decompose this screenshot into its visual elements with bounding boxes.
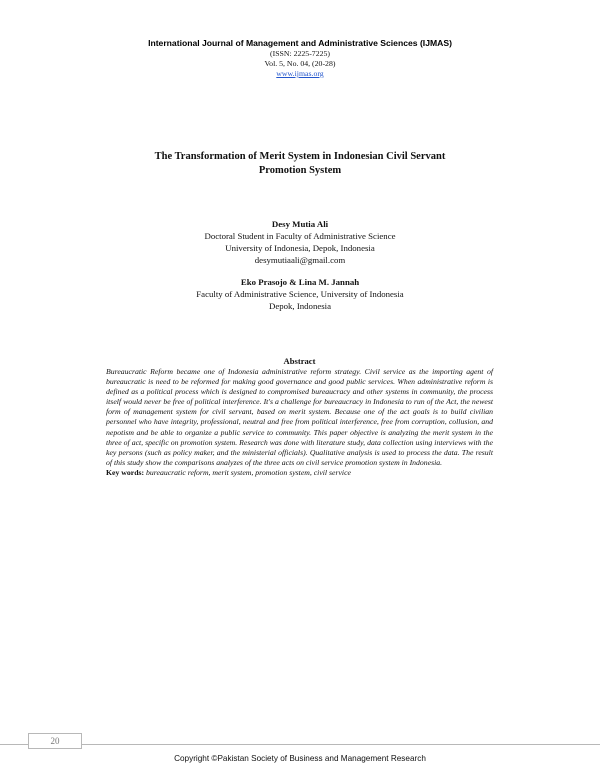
author-affiliation: Doctoral Student in Faculty of Administrative Science [204, 231, 396, 241]
journal-issn: (ISSN: 2225-7225) [270, 49, 330, 58]
page-number: 20 [28, 733, 82, 749]
journal-url-link[interactable]: www.ijmas.org [276, 69, 324, 78]
author-block-1 [0, 218, 600, 266]
journal-volume: Vol. 5, No. 04, (20-28) [264, 59, 336, 68]
abstract-section [106, 356, 493, 478]
author-name: Eko Prasojo & Lina M. Jannah [240, 277, 360, 287]
author-name: Desy Mutia Ali [271, 219, 329, 229]
paper-title-line-2: Promotion System [258, 165, 342, 176]
journal-header [0, 38, 600, 79]
footer-divider [0, 744, 600, 745]
paper-title-line-1: The Transformation of Merit System in Indonesian Civil Servant [154, 151, 446, 162]
author-affiliation: University of Indonesia, Depok, Indonesia [225, 243, 375, 253]
paper-title [0, 150, 600, 178]
author-affiliation: Faculty of Administrative Science, University of Indonesia [196, 289, 404, 299]
abstract-heading: Abstract [283, 356, 316, 366]
copyright-notice: Copyright ©Pakistan Society of Business and Management Research [174, 754, 426, 763]
author-block-2 [0, 276, 600, 312]
author-email: desymutiaali@gmail.com [254, 255, 346, 265]
keywords-label: Key words: [106, 467, 145, 477]
author-affiliation: Depok, Indonesia [268, 301, 332, 311]
keywords-text: bureaucratic reform, merit system, promotion system, civil service [146, 467, 351, 477]
keywords [106, 468, 493, 478]
abstract-body: Bureaucratic Reform became one of Indonesia administrative reform strategy. Civil service as the importing agent of bureaucratic is need to be reformed for making good governance and good public services. When administrative reform is defined as a political process which is designed to compromised bureaucracy and other systems in community, the process itself would never be free of political interference. It's a challenge for bureaucracy in Indonesia to run of the Act, the newest form of management system for civil servant, based on merit system. Because one of the act goals is to build civilian personnel who have integrity, professional, neutral and free from political interference, free from corruption, collusion, and nepotism and be able to organize a public service to community. This paper objective is analyzing the merit system in the three of act, specific on promotion system. Research was done with literature study, data collection using interviews with the key persons (such as policy maker, and the ministerial officials). Qualitative analysis is used to process the data. The result of this study show the comparisons analyzes of the three acts on civil service promotion system in Indonesia. [106, 367, 493, 467]
journal-title: International Journal of Management and Administrative Sciences (IJMAS) [148, 38, 452, 48]
